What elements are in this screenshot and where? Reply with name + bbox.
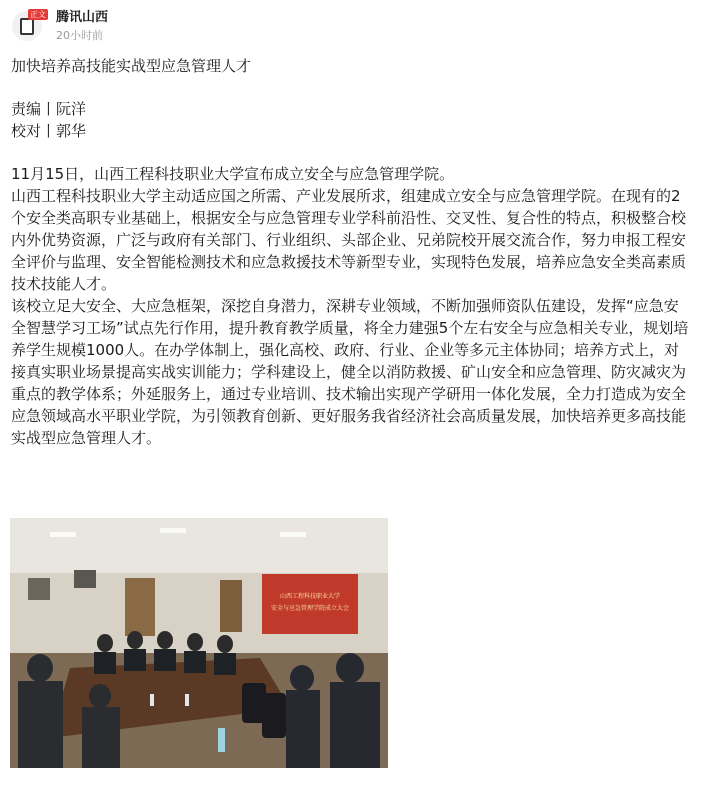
meeting-photo-illustration [10, 518, 388, 768]
paragraph: 山西工程科技职业大学主动适应国之所需、产业发展所求，组建成立安全与应急管理学院。在现有的2个安全类高职专业基础上，根据安全与应急管理专业学科前沿性、交叉性、复合性的特点，积极整合校内外优势资源，广泛与政府有关部门、行业组织、头部企业、兄弟院校开展交流合作，努力申报工程安全评价与监理、安全智能检测技术和应急救援技术等新型专业，实现特色发展，培养应急安全类高素质技术技能人才。 [11, 187, 687, 293]
post-meta [56, 10, 108, 43]
editor-credit: 责编丨阮洋 [11, 100, 87, 118]
article-photo[interactable] [10, 518, 388, 768]
paragraph: 11月15日，山西工程科技职业大学宣布成立安全与应急管理学院。 [11, 165, 455, 183]
article-paragraphs [11, 163, 693, 449]
screen-text-2: 安全与应急管理学院成立大会 [270, 605, 350, 612]
account-avatar[interactable] [12, 10, 46, 41]
article-body [11, 52, 693, 449]
proofreader-credit: 校对丨郭华 [11, 122, 87, 140]
avatar-badge: 正文 [30, 10, 46, 19]
credits [11, 98, 693, 142]
post-time: 20小时前 [56, 28, 103, 42]
document-icon [20, 18, 34, 35]
paragraph: 该校立足大安全、大应急框架，深挖自身潜力，深耕专业领域，不断加强师资队伍建设，发挥“应急安全智慧学习工场”试点先行作用，提升教育教学质量，将全力建强5个左右安全与应急相关专业，规划培养学生规模1000人。在办学体制上，强化高校、政府、行业、企业等多元主体协同；培养方式上，对接真实职业场景提高实战实训能力；学科建设上，健全以消防救援、矿山安全和应急管理、防灾减灾为重点的教学体系；外延服务上，通过专业培训、技术输出实现产学研用一体化发展，全力打造成为安全应急领域高水平职业学院，为引领教育创新、更好服务我省经济社会高质量发展，加快培养更多高技能实战型应急管理人才。 [11, 297, 689, 447]
screen-text-1: 山西工程科技职业大学 [279, 593, 341, 600]
author-name[interactable]: 腾讯山西 [56, 9, 109, 25]
post-header [12, 8, 108, 44]
projection-screen [262, 574, 358, 634]
article-title: 加快培养高技能实战型应急管理人才 [11, 57, 252, 75]
